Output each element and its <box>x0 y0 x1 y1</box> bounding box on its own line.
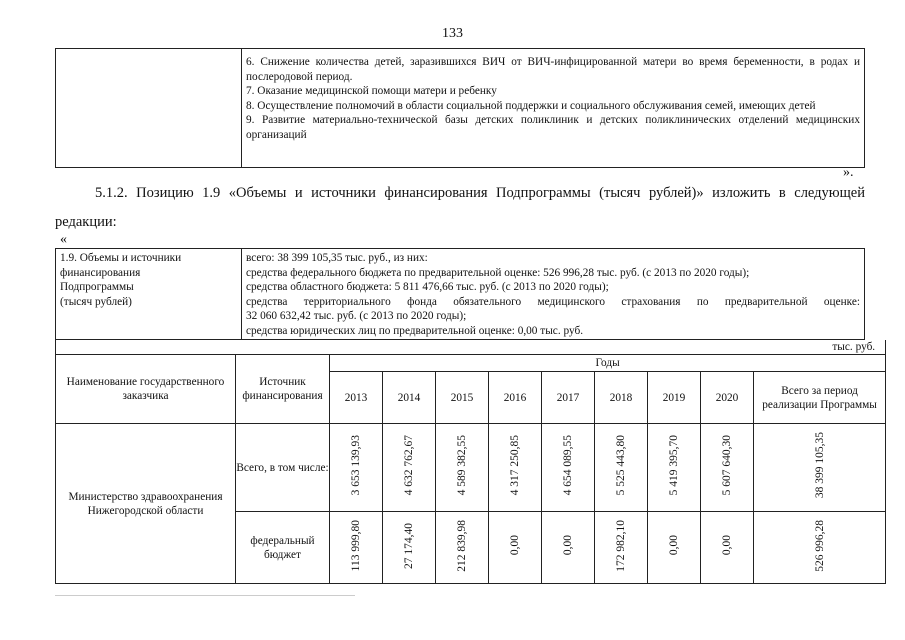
total-header: Всего за период реализации Программы <box>754 372 886 424</box>
value-text: 0,00 <box>509 535 521 556</box>
value-cell <box>383 424 436 512</box>
label-line: финансирования <box>60 266 141 279</box>
finance-table <box>55 340 886 584</box>
value-text: 4 589 382,55 <box>456 435 468 496</box>
value-text: 113 999,80 <box>350 519 362 572</box>
opening-quote: « <box>60 232 67 247</box>
year-header: 2020 <box>701 372 754 424</box>
position-values-cell <box>242 249 865 340</box>
value-cell <box>383 512 436 584</box>
federal-line: средства федерального бюджета по предварительной оценке: 526 996,28 тыс. руб. (с 2013 по 2020 годы); <box>246 266 750 279</box>
list-item: 7. Оказание медицинской помощи матери и ребенку <box>246 85 497 97</box>
customer-header: Наименование государственного заказчика <box>56 355 236 424</box>
value-cell <box>648 512 701 584</box>
value-cell <box>330 512 383 584</box>
total-cell <box>754 512 886 584</box>
year-header: 2014 <box>383 372 436 424</box>
territorial-line-cont: 32 060 632,42 тыс. руб. (с 2013 по 2020 годы); <box>246 310 467 322</box>
subprogram-tasks-table <box>55 48 865 168</box>
value-text: 5 419 395,70 <box>668 435 680 496</box>
value-text: 0,00 <box>668 535 680 556</box>
unit-label: тыс. руб. <box>56 340 886 355</box>
list-item: 6. Снижение количества детей, заразившихся ВИЧ от ВИЧ-инфицированной матери во время беременности, в родах и послеродовой период. <box>246 56 860 83</box>
year-header: 2015 <box>436 372 489 424</box>
year-header: 2013 <box>330 372 383 424</box>
value-text: 4 654 089,55 <box>562 435 574 496</box>
position-label-cell <box>56 249 242 340</box>
empty-label-cell <box>56 49 242 168</box>
value-cell <box>648 424 701 512</box>
value-cell <box>701 512 754 584</box>
list-item: 8. Осуществление полномочий в области социальной поддержки и социального обслуживания семей, имеющих детей <box>246 99 816 112</box>
territorial-line: средства территориального фонда обязательного медицинского страхования по предварительной оценке: <box>246 295 860 308</box>
total-cell <box>754 424 886 512</box>
value-cell <box>330 424 383 512</box>
value-text: 212 839,98 <box>456 519 468 572</box>
paragraph-line: редакции: <box>55 214 117 230</box>
value-cell <box>701 424 754 512</box>
value-cell <box>542 424 595 512</box>
value-text: 172 982,10 <box>615 519 627 572</box>
value-text: 5 607 640,30 <box>721 435 733 496</box>
legal-entities-line: средства юридических лиц по предварительной оценке: 0,00 тыс. руб. <box>246 324 584 337</box>
value-cell <box>595 512 648 584</box>
year-header: 2019 <box>648 372 701 424</box>
year-header: 2017 <box>542 372 595 424</box>
year-header: 2018 <box>595 372 648 424</box>
label-line: (тысяч рублей) <box>60 295 132 308</box>
source-header: Источник финансирования <box>236 355 330 424</box>
total-text: 526 996,28 <box>813 519 826 572</box>
value-cell <box>436 512 489 584</box>
footer-divider <box>55 595 355 596</box>
list-item: 9. Развитие материально-технической базы детских поликлиник и детских поликлинических отделений медицинских организаций <box>246 114 860 141</box>
source-cell: федеральный бюджет <box>236 512 330 584</box>
value-text: 4 317 250,85 <box>509 435 521 496</box>
value-cell <box>489 424 542 512</box>
value-text: 0,00 <box>721 535 733 556</box>
value-text: 0,00 <box>562 535 574 556</box>
value-cell <box>595 424 648 512</box>
position-table <box>55 248 865 340</box>
value-cell <box>542 512 595 584</box>
value-text: 5 525 443,80 <box>615 435 627 496</box>
regional-line: средства областного бюджета: 5 811 476,66 тыс. руб. (с 2013 по 2020 годы); <box>246 281 609 293</box>
total-text: 38 399 105,35 <box>813 432 826 499</box>
label-line: 1.9. Объемы и источники <box>60 252 182 264</box>
value-text: 27 174,40 <box>403 522 415 569</box>
year-header: 2016 <box>489 372 542 424</box>
page-number: 133 <box>442 26 463 41</box>
amendment-paragraph <box>55 179 865 237</box>
source-cell: Всего, в том числе: <box>236 424 330 512</box>
value-text: 3 653 139,93 <box>350 435 362 496</box>
customer-cell: Министерство здравоохранения Нижегородской области <box>56 424 236 584</box>
years-header: Годы <box>330 355 886 372</box>
value-text: 4 632 762,67 <box>403 435 415 496</box>
paragraph-line: 5.1.2. Позицию 1.9 «Объемы и источники финансирования Подпрограммы (тысяч рублей)» изложить в следующей <box>95 185 865 201</box>
value-cell <box>489 512 542 584</box>
value-cell <box>436 424 489 512</box>
total-line: всего: 38 399 105,35 тыс. руб., из них: <box>246 252 428 264</box>
label-line: Подпрограммы <box>60 281 134 293</box>
tasks-list-cell <box>242 49 865 168</box>
closing-quote: ». <box>843 165 854 180</box>
